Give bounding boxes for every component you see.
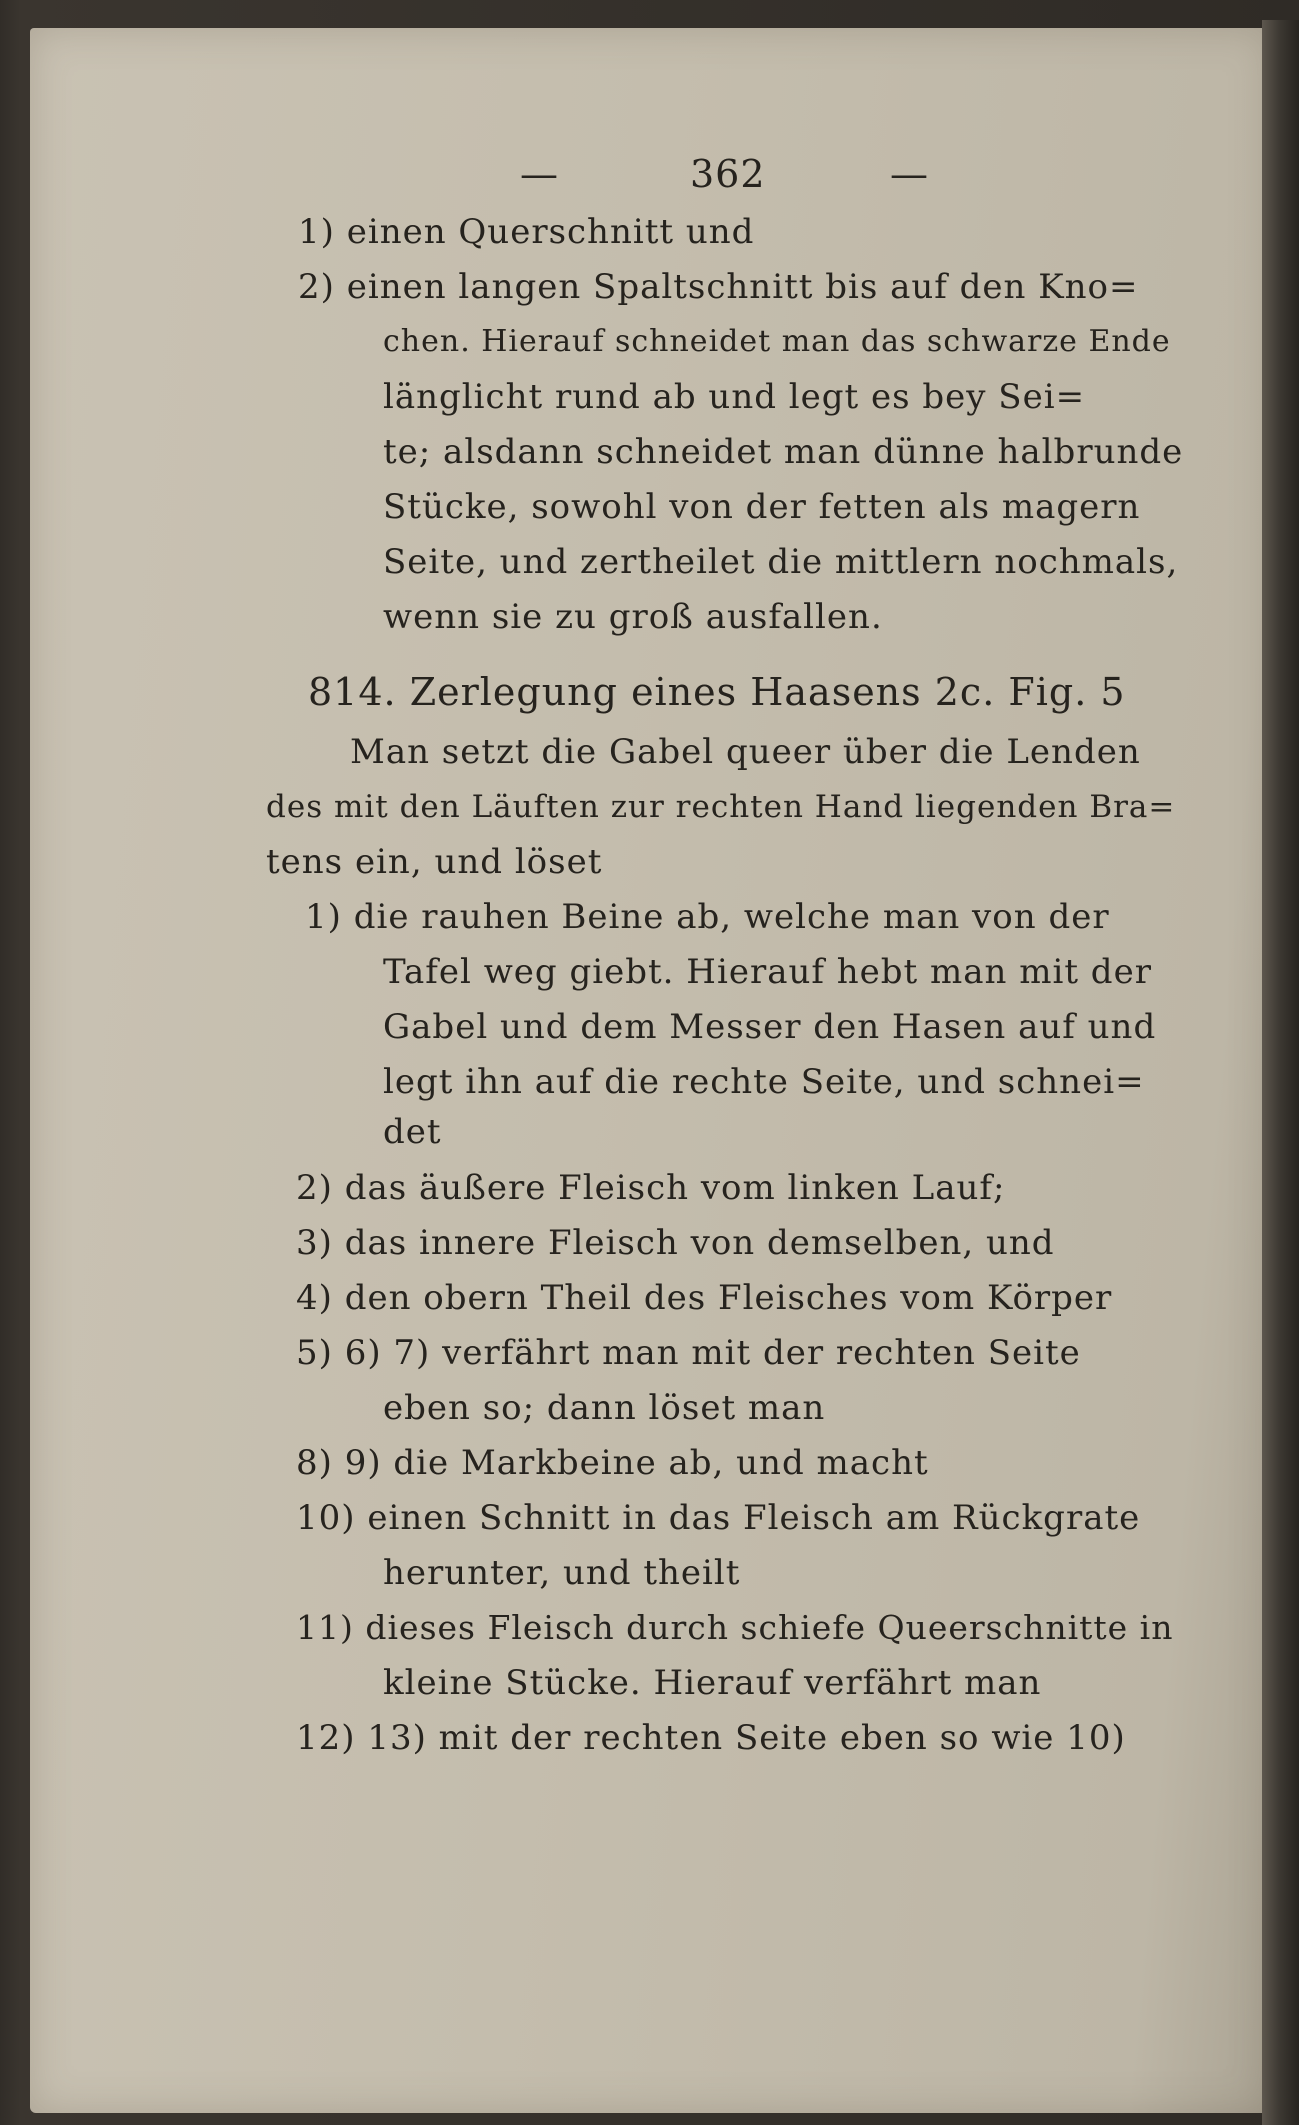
text-line: des mit den Läuften zur rechten Hand liegenden Bra=	[266, 789, 1176, 825]
text-line: wenn sie zu groß ausfallen.	[383, 597, 883, 637]
text-line: Seite, und zertheilet die mittlern nochmals,	[383, 542, 1179, 582]
text-line: 3) das innere Fleisch von demselben, und	[296, 1223, 1055, 1263]
text-line: 8) 9) die Markbeine ab, und macht	[296, 1443, 929, 1483]
page-header	[520, 152, 960, 196]
header-dash-right: —	[890, 152, 929, 196]
text-line: 1) einen Querschnitt und	[298, 212, 755, 252]
text-line: länglicht rund ab und legt es bey Sei=	[383, 377, 1086, 417]
text-line: 11) dieses Fleisch durch schiefe Queerschnitte in	[296, 1608, 1174, 1647]
text-line: legt ihn auf die rechte Seite, und schnei=	[383, 1062, 1145, 1102]
text-line: 2) einen langen Spaltschnitt bis auf den Kno=	[298, 267, 1139, 307]
text-line: tens ein, und löset	[266, 842, 603, 882]
text-line: herunter, und theilt	[383, 1553, 741, 1593]
text-line: 10) einen Schnitt in das Fleisch am Rückgrate	[296, 1498, 1141, 1538]
text-line: Gabel und dem Messer den Hasen auf und	[383, 1007, 1157, 1047]
text-line: 2) das äußere Fleisch vom linken Lauf;	[296, 1168, 1006, 1208]
text-line: 1) die rauhen Beine ab, welche man von der	[305, 897, 1110, 937]
text-line: 4) den obern Theil des Fleisches vom Körper	[296, 1278, 1113, 1318]
text-line: eben so; dann löset man	[383, 1388, 826, 1428]
text-line: Stücke, sowohl von der fetten als magern	[383, 487, 1141, 527]
text-line: chen. Hierauf schneidet man das schwarze Ende	[383, 324, 1171, 359]
text-line: 5) 6) 7) verfährt man mit der rechten Seite	[296, 1333, 1081, 1373]
text-line: 12) 13) mit der rechten Seite eben so wie 10)	[296, 1718, 1126, 1758]
text-line: det	[383, 1112, 442, 1152]
text-line: te; alsdann schneidet man dünne halbrunde	[383, 432, 1184, 472]
text-line: kleine Stücke. Hierauf verfährt man	[383, 1663, 1042, 1703]
section-heading: 814. Zerlegung eines Haasens 2c. Fig. 5	[308, 670, 1126, 714]
text-line: Tafel weg giebt. Hierauf hebt man mit der	[383, 952, 1152, 992]
page-number: 362	[690, 152, 766, 196]
text-line: Man setzt die Gabel queer über die Lenden	[350, 732, 1141, 772]
header-dash-left: —	[520, 152, 559, 196]
